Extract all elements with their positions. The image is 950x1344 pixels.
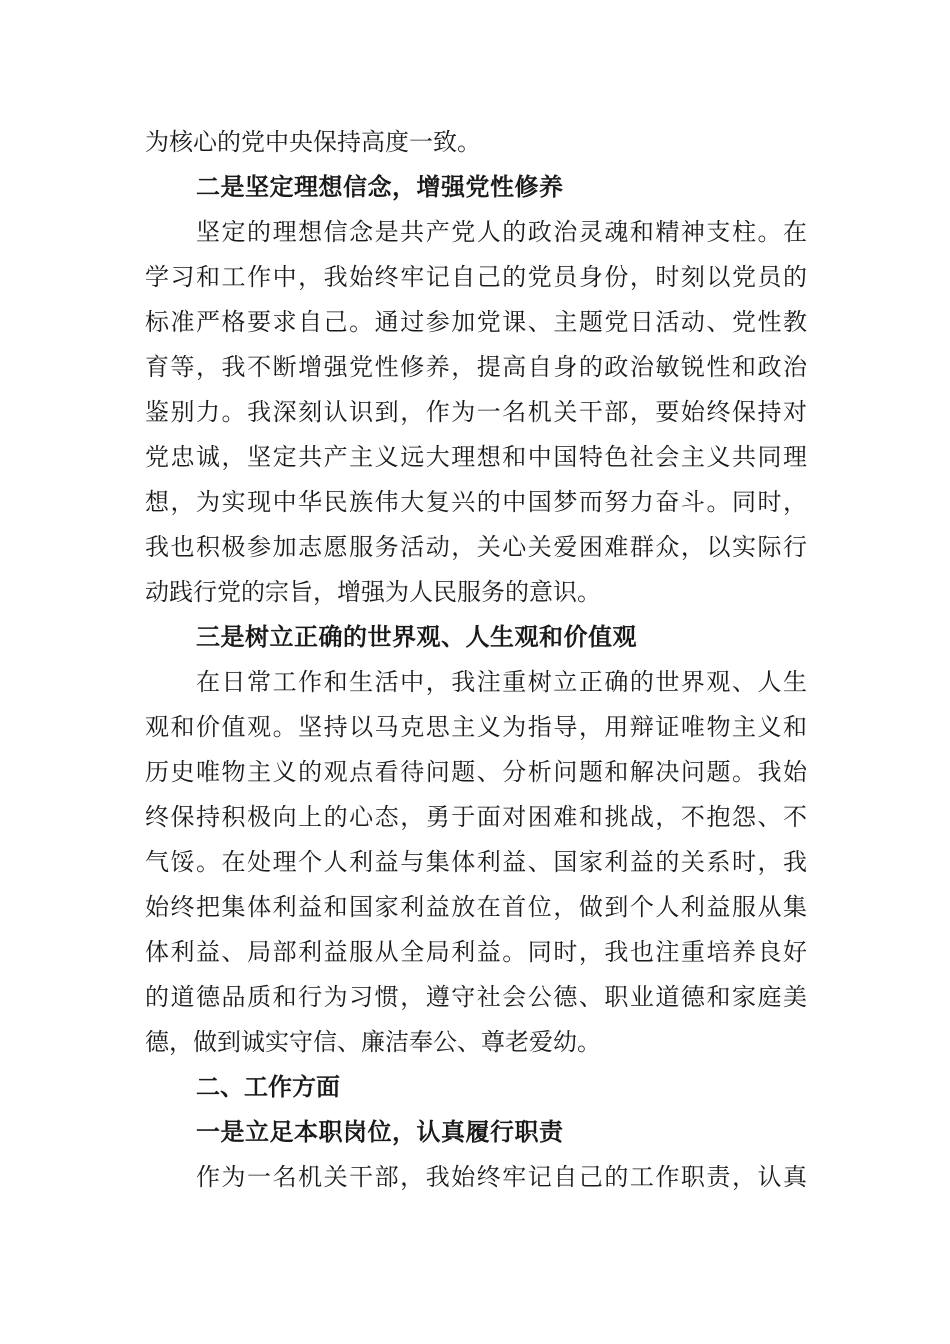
paragraph-line: 终保持积极向上的心态，勇于面对困难和挑战，不抱怨、不 xyxy=(145,803,807,831)
paragraph-line: 坚定的理想信念是共产党人的政治灵魂和精神支柱。在 xyxy=(196,218,807,246)
paragraph-line: 气馁。在处理个人利益与集体利益、国家利益的关系时，我 xyxy=(145,848,807,876)
paragraph-line: 的道德品质和行为习惯，遵守社会公德、职业道德和家庭美 xyxy=(145,983,807,1011)
paragraph-line: 历史唯物主义的观点看待问题、分析问题和解决问题。我始 xyxy=(145,758,807,786)
paragraph-line: 作为一名机关干部，我始终牢记自己的工作职责，认真 xyxy=(196,1163,807,1191)
paragraph-line: 动践行党的宗旨，增强为人民服务的意识。 xyxy=(145,578,601,606)
section-heading: 三是树立正确的世界观、人生观和价值观 xyxy=(196,622,637,651)
paragraph-line: 鉴别力。我深刻认识到，作为一名机关干部，要始终保持对 xyxy=(145,398,807,426)
paragraph-line: 始终把集体利益和国家利益放在首位，做到个人利益服从集 xyxy=(145,893,807,921)
section-heading: 一是立足本职岗位，认真履行职责 xyxy=(196,1117,564,1146)
paragraph-line: 育等，我不断增强党性修养，提高自身的政治敏锐性和政治 xyxy=(145,353,807,381)
paragraph-line: 体利益、局部利益服从全局利益。同时，我也注重培养良好 xyxy=(145,938,807,966)
section-heading: 二是坚定理想信念，增强党性修养 xyxy=(196,172,564,201)
chapter-heading: 二、工作方面 xyxy=(196,1073,340,1101)
paragraph-line: 在日常工作和生活中，我注重树立正确的世界观、人生 xyxy=(196,668,807,696)
paragraph-line: 德，做到诚实守信、廉洁奉公、尊老爱幼。 xyxy=(145,1028,601,1056)
paragraph-line: 学习和工作中，我始终牢记自己的党员身份，时刻以党员的 xyxy=(145,263,807,291)
paragraph-line: 为核心的党中央保持高度一致。 xyxy=(145,128,481,156)
paragraph-line: 我也积极参加志愿服务活动，关心关爱困难群众，以实际行 xyxy=(145,533,807,561)
paragraph-line: 标准严格要求自己。通过参加党课、主题党日活动、党性教 xyxy=(145,308,807,336)
paragraph-line: 党忠诚，坚定共产主义远大理想和中国特色社会主义共同理 xyxy=(145,443,807,471)
paragraph-line: 观和价值观。坚持以马克思主义为指导，用辩证唯物主义和 xyxy=(145,713,807,741)
paragraph-line: 想，为实现中华民族伟大复兴的中国梦而努力奋斗。同时， xyxy=(145,488,807,516)
